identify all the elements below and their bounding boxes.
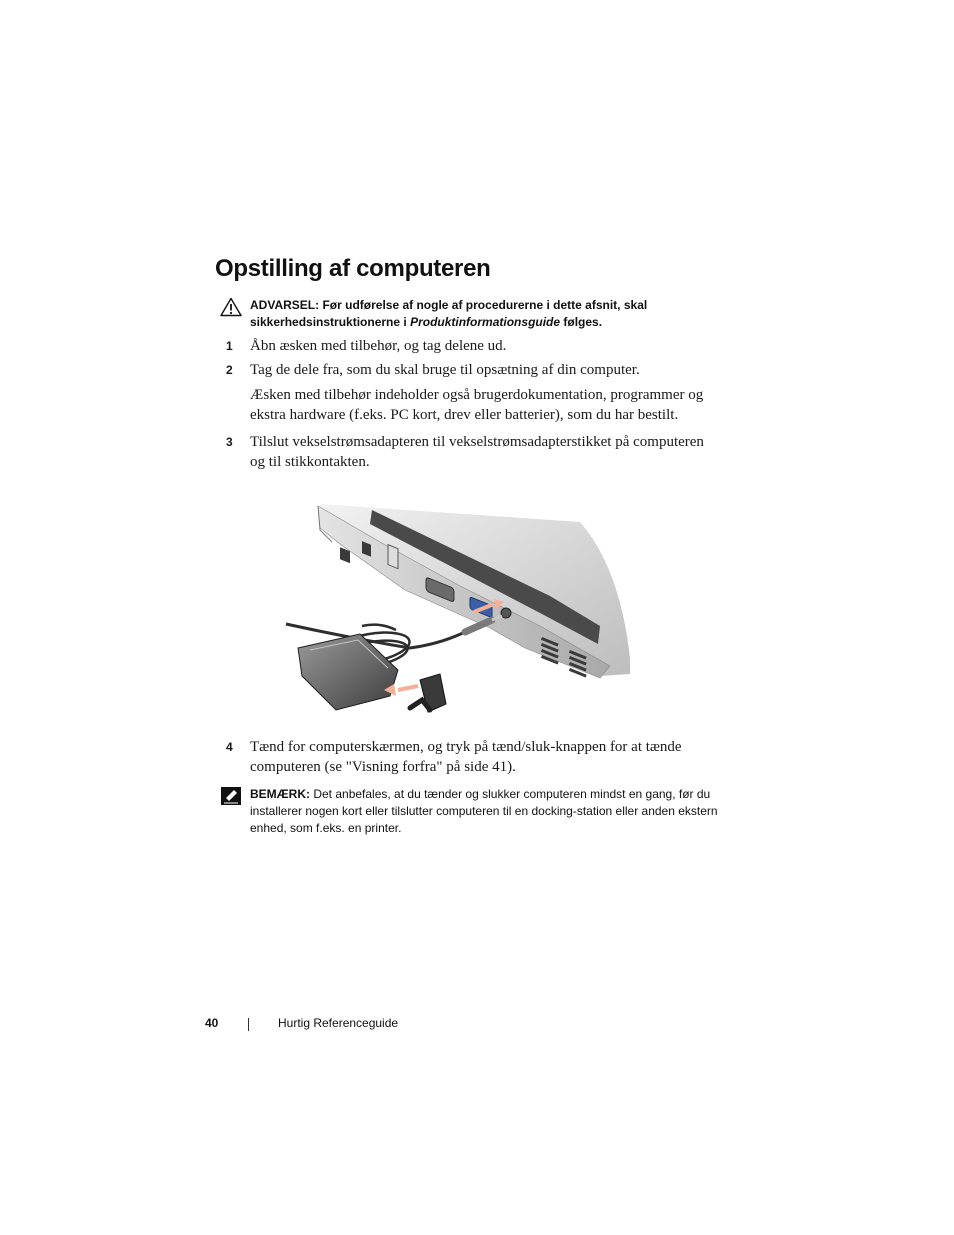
step-number: 3 — [226, 435, 233, 449]
step-number: 1 — [226, 339, 233, 353]
warning-notice — [220, 297, 720, 331]
step-3 — [226, 433, 716, 472]
step-text: Åbn æsken med tilbehør, og tag delene ud. — [250, 338, 507, 354]
note-body: Det anbefales, at du tænder og slukker computeren mindst en gang, før du installerer nogen kort eller tilslutter computeren til en docking-station eller anden ekstern enhed, som f.eks. en printer. — [250, 787, 718, 835]
warning-label: ADVARSEL: — [250, 298, 320, 312]
step-2 — [226, 361, 716, 381]
warning-triangle-icon — [220, 297, 242, 317]
step-number: 2 — [226, 363, 233, 377]
note-label: BEMÆRK: — [250, 787, 310, 801]
note-text — [250, 786, 720, 837]
step-text: Tag de dele fra, som du skal bruge til opsætning af din computer. — [250, 362, 640, 378]
step-2-paragraph: Æsken med tilbehør indeholder også brugerdokumentation, programmer og ekstra hardware (f.eks. PC kort, drev eller batterier), som du har bestilt. — [250, 387, 704, 423]
step-text: Tilslut vekselstrømsadapteren til vekselstrømsadapterstikket på computeren og til stikkontakten. — [250, 434, 704, 470]
step-number: 4 — [226, 740, 233, 754]
note-pencil-icon — [220, 786, 242, 806]
step-1 — [226, 337, 716, 357]
warning-text-before: Før udførelse af nogle af procedurerne i dette afsnit, skal sikkerhedsinstruktionerne i — [250, 298, 648, 329]
page-heading: Opstilling af computeren — [215, 255, 491, 282]
step-text: Tænd for computerskærmen, og tryk på tænd/sluk-knappen for at tænde computeren (se "Visning forfra" på side 41). — [250, 739, 682, 775]
page-number: 40 — [205, 1016, 219, 1030]
warning-italic-title: Produktinformationsguide — [410, 315, 561, 329]
warning-text — [250, 297, 720, 331]
ac-adapter-connection-illustration — [280, 498, 630, 726]
note-notice — [220, 786, 720, 837]
step-4 — [226, 738, 716, 777]
warning-text-after: følges. — [560, 315, 603, 329]
footer-doc-title: Hurtig Referenceguide — [278, 1016, 399, 1030]
footer-divider — [248, 1018, 249, 1031]
